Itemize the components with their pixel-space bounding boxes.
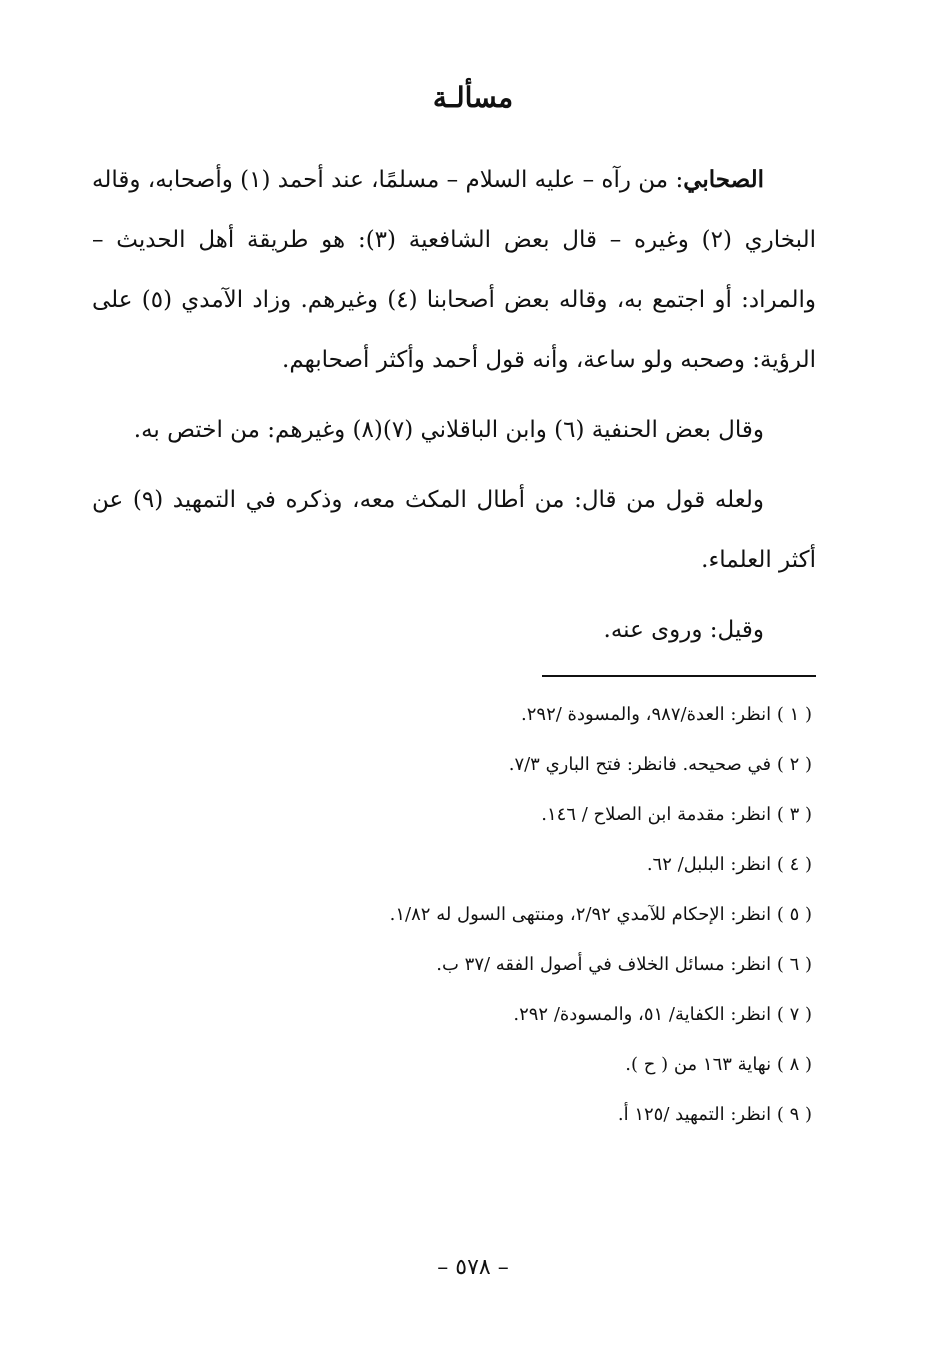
footnote-divider [542,675,816,677]
term-heading: الصحابي [683,166,764,193]
paragraph-1-text: : من رآه – عليه السلام – مسلمًا، عند أحمد (١) وأصحابه، وقاله البخاري (٢) وغيره – قال بعض الشافعية (٣): هو طريقة أهل الحديث – والمراد: أو اجتمع به، وقاله بعض أصحابنا (٤) وغيرهم. وزاد الآمدي (٥) على الرؤية: وصحبه ولو ساعة، وأنه قول أحمد وأكثر أصحابهم. [92,167,816,373]
page-title: مسألـة [432,81,514,114]
footnote-item: ( ٢ ) في صحيحه. فانظر: فتح الباري ٧/٣. [508,754,812,775]
footnote-item: ( ٧ ) انظر: الكفاية/ ٥١، والمسودة/ ٢٩٢. [513,1004,812,1025]
paragraph-tamhid: ولعله قول من قال: من أطال المكث معه، وذكره في التمهيد (٩) عن أكثر العلماء. [92,487,816,573]
footnote-item: ( ٨ ) نهاية ١٦٣ من ( ح ). [625,1054,812,1075]
paragraph-riwaya: وقيل: وروى عنه. [603,617,764,643]
main-text [92,150,816,660]
footnote-item: ( ١ ) انظر: العدة/٩٨٧، والمسودة /٢٩٢. [521,704,812,725]
footnote-item: ( ٥ ) انظر: الإحكام للآمدي ٢/٩٢، ومنتهى السول له ١/٨٢. [389,904,812,925]
footnote-item: ( ٤ ) انظر: البلبل/ ٦٢. [646,854,812,875]
footnotes [300,690,812,1140]
footnote-item: ( ٦ ) انظر: مسائل الخلاف في أصول الفقه /٣٧ ب. [436,954,812,975]
footnote-item: ( ٩ ) انظر: التمهيد /١٢٥ أ. [617,1104,812,1125]
paragraph-hanafiyya: وقال بعض الحنفية (٦) وابن الباقلاني (٧)(٨) وغيرهم: من اختص به. [133,417,764,443]
paragraph-sahabi-definition [92,150,816,390]
footnote-item: ( ٣ ) انظر: مقدمة ابن الصلاح / ١٤٦. [541,804,812,825]
page-number: – ٥٧٨ – [437,1255,509,1280]
